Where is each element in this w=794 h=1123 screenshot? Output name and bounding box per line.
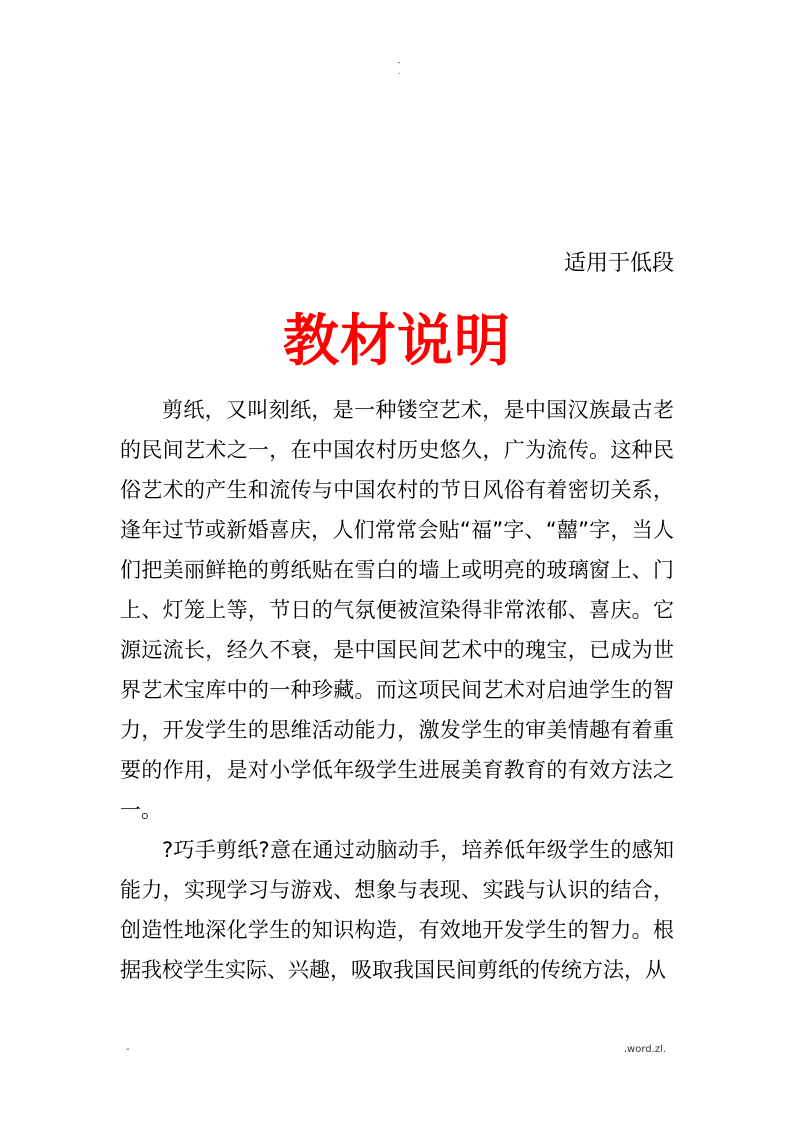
body-paragraph: 剪纸，又叫刻纸，是一种镂空艺术，是中国汉族最古老的民间艺术之一，在中国农村历史悠久，广为流传。这种民俗艺术的产生和流传与中国农村的节日风俗有着密切关系，逢年过节或新婚喜庆，人们常常会贴“福”字、“囍”字，当人们把美丽鲜艳的剪纸贴在雪白的墙上或明亮的玻璃窗上、门上、灯笼上等，节日的气氛便被渲染得非常浓郁、喜庆。它源远流长，经久不衰，是中国民间艺术中的瑰宝，已成为世界艺术宝库中的一种珍藏。而这项民间艺术对启迪学生的智力，开发学生的思维活动能力，激发学生的审美情趣有着重要的作用，是对小学低年级学生进展美育教育的有效方法之一。 [120, 398, 674, 822]
footer-right-mark: .word.zl. [623, 1044, 666, 1055]
header-mark: - . [397, 58, 401, 76]
body-paragraph: ?巧手剪纸?意在通过动脑动手，培养低年级学生的感知能力，实现学习与游戏、想象与表现、实践与认识的结合，创造性地深化学生的知识构造，有效地开发学生的智力。根据我校学生实际、兴趣，吸取我国民间剪纸的传统方法，从 [120, 838, 674, 982]
document-subtitle: 适用于低段 [563, 251, 674, 276]
document-title: 教材说明 [283, 309, 511, 374]
footer-left-mark: - [126, 1044, 130, 1055]
document-body [120, 390, 674, 990]
